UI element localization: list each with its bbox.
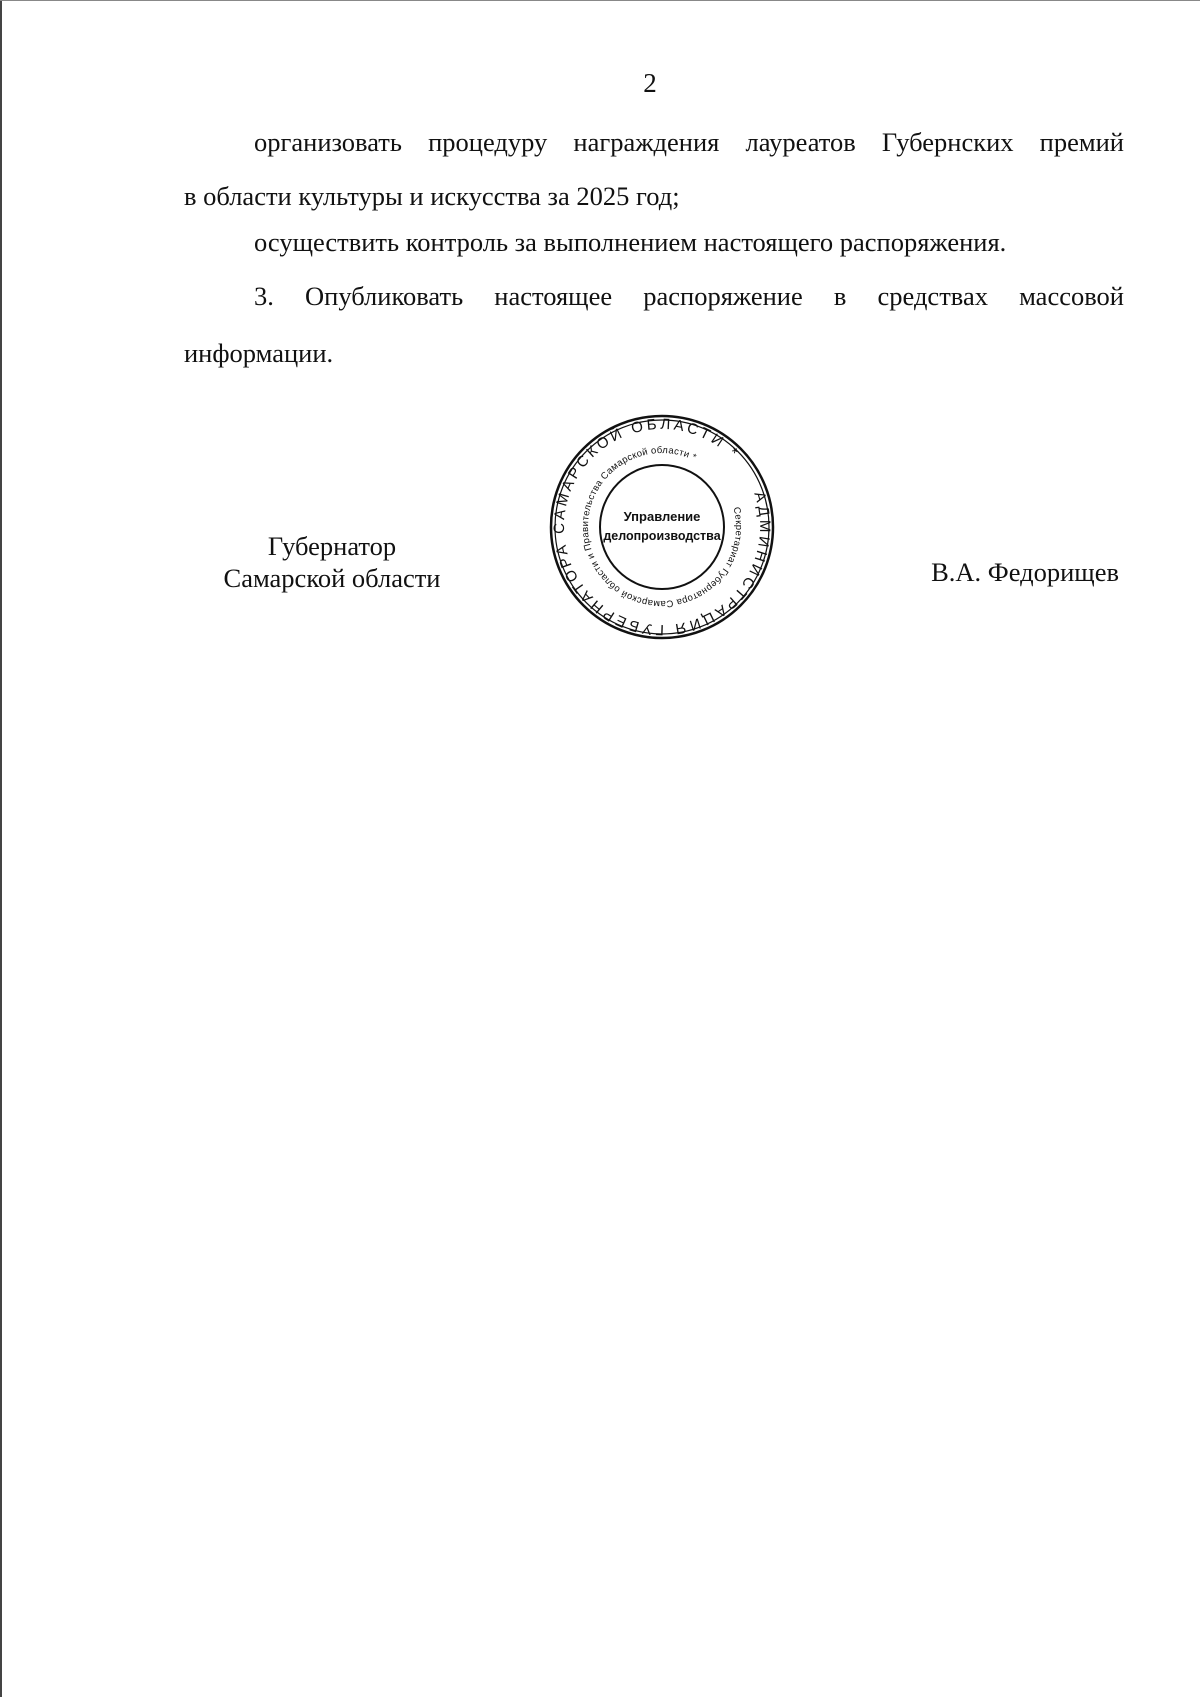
signatory-name: В.А. Федорищев bbox=[931, 557, 1119, 587]
paragraph-line: организовать процедуру награждения лауреатов Губернских премий bbox=[254, 127, 1124, 157]
page-number: 2 bbox=[643, 68, 657, 98]
paragraph-line: в области культуры и искусства за 2025 год; bbox=[184, 181, 680, 211]
stamp-outer-text: АДМИНИСТРАЦИЯ ГУБЕРНАТОРА САМАРСКОЙ ОБЛАСТИ * bbox=[550, 415, 774, 639]
scan-top-edge bbox=[0, 0, 1200, 1]
scan-left-edge bbox=[0, 0, 2, 1697]
signatory-title-line1: Губернатор bbox=[267, 531, 397, 561]
stamp-center-line1: Управление bbox=[623, 509, 701, 524]
official-stamp bbox=[549, 414, 775, 640]
signatory-title bbox=[200, 530, 464, 594]
paragraph-line: осуществить контроль за выполнением настоящего распоряжения. bbox=[254, 227, 1007, 257]
stamp-inner-text: Секретариат Губернатора Самарской области и Правительства Самарской области * bbox=[579, 444, 745, 610]
paragraph-line: 3. Опубликовать настоящее распоряжение в средствах массовой bbox=[254, 281, 1124, 311]
stamp-center-line2: делопроизводства bbox=[603, 529, 721, 543]
paragraph-line: информации. bbox=[184, 338, 334, 368]
signatory-title-line2: Самарской области bbox=[223, 563, 441, 593]
